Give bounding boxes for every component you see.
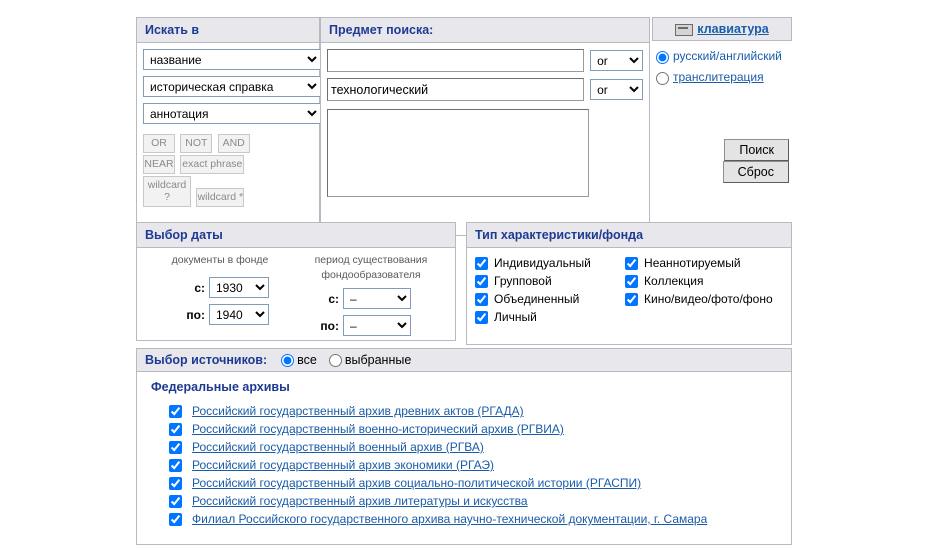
date-docs-to-label: по: [186,307,205,322]
type-label-media: Кино/видео/фото/фоно [644,292,773,306]
keyboard-link[interactable]: клавиатура [697,22,769,36]
type-checkbox-media-row[interactable] [625,292,783,306]
list-item[interactable] [169,494,781,508]
operator-select-2[interactable] [590,79,643,100]
type-checkbox-group[interactable] [475,275,488,288]
source-checkbox-rgantd-samara[interactable] [169,513,182,526]
sources-radio-all-label: все [297,353,317,367]
sources-radio-selected-label: выбранные [344,353,412,367]
search-reset-button[interactable]: Сброс [723,161,789,183]
type-label-collection: Коллекция [644,274,704,288]
source-link-rgali[interactable]: Российский государственный архив литературы и искусства [192,494,528,508]
list-item[interactable] [169,476,781,490]
type-label-group: Групповой [494,274,552,288]
lang-label-translit[interactable]: транслитерация [673,70,764,84]
op-wildcard-star-button[interactable]: wildcard * [196,188,244,207]
type-checkbox-media[interactable] [625,293,638,306]
type-checkbox-collection[interactable] [625,275,638,288]
keyboard-panel [652,17,792,183]
type-checkbox-individual-row[interactable] [475,256,625,270]
date-panel-body [136,248,456,341]
sources-panel [136,348,792,545]
type-checkbox-personal[interactable] [475,311,488,324]
type-checkbox-group-row[interactable] [475,274,625,288]
type-label-personal: Личный [494,310,537,324]
type-checkbox-individual[interactable] [475,257,488,270]
source-link-rgaspi[interactable]: Российский государственный архив социально-политической истории (РГАСПИ) [192,476,642,490]
type-checkbox-personal-row[interactable] [475,310,625,324]
source-checkbox-rgali[interactable] [169,495,182,508]
type-label-individual: Индивидуальный [494,256,591,270]
sources-panel-header [136,348,792,372]
keyboard-options [652,41,792,85]
sources-panel-body [136,372,792,545]
date-selection-panel [136,222,456,341]
op-not-button[interactable]: NOT [180,134,212,153]
search-term-input-2[interactable] [327,78,584,101]
search-where-header: Искать в [136,17,320,43]
search-actions [652,139,792,183]
source-checkbox-rgae[interactable] [169,459,182,472]
source-link-rgada[interactable]: Российский государственный архив древних актов (РГАДА) [192,404,524,418]
lang-radio-translit[interactable] [656,72,669,85]
sources-radio-selected[interactable] [329,354,342,367]
list-item[interactable] [169,440,781,454]
date-founder-caption-line2: фондообразователя [321,269,421,281]
type-checkbox-united-row[interactable] [475,292,625,306]
op-wildcard-question-button[interactable]: wildcard ? [143,176,191,207]
op-or-button[interactable]: OR [143,134,175,153]
field-select-2[interactable] [143,76,321,97]
source-link-rgvia[interactable]: Российский государственный военно-исторический архив (РГВИА) [192,422,564,436]
search-term-input-1[interactable] [327,49,584,72]
source-checkbox-rgva[interactable] [169,441,182,454]
date-founder-to-select[interactable] [343,315,411,336]
keyboard-icon [675,24,693,36]
lang-radio-rus-eng[interactable] [656,51,669,64]
date-docs-from-select[interactable] [209,277,269,298]
list-item[interactable] [169,404,781,418]
keyboard-header [652,17,792,41]
search-subject-header: Предмет поиска: [320,17,650,43]
type-checkbox-united[interactable] [475,293,488,306]
source-link-rgva[interactable]: Российский государственный военный архив (РГВА) [192,440,484,454]
lang-label-rus-eng: русский/английский [673,49,782,63]
search-where-column [136,17,320,236]
date-docs-caption: документы в фонде [171,254,269,266]
op-and-button[interactable]: AND [218,134,250,153]
list-item[interactable] [169,512,781,526]
type-label-united: Объединенный [494,292,580,306]
operator-select-1[interactable] [590,50,643,71]
source-checkbox-rgvia[interactable] [169,423,182,436]
type-panel-header: Тип характеристики/фонда [466,222,792,248]
date-docs-from-label: с: [194,280,205,295]
search-subject-body [320,43,650,236]
source-link-rgae[interactable]: Российский государственный архив экономики (РГАЭ) [192,458,495,472]
type-left-column [475,256,625,328]
search-term-textarea[interactable] [327,109,589,197]
source-checkbox-rgaspi[interactable] [169,477,182,490]
date-docs-to-select[interactable] [209,304,269,325]
type-checkbox-collection-row[interactable] [625,274,783,288]
list-item[interactable] [169,422,781,436]
field-select-1[interactable] [143,49,321,70]
search-submit-button[interactable]: Поиск [724,139,789,161]
date-founder-from-label: с: [328,291,339,306]
op-near-button[interactable]: NEAR [143,155,175,174]
type-panel-body [466,248,792,345]
date-founder-to-label: по: [320,318,339,333]
date-panel-header: Выбор даты [136,222,456,248]
sources-list [147,404,781,526]
op-exact-phrase-button[interactable]: exact phrase [180,155,244,174]
search-subject-column [320,17,650,236]
type-label-nonannotated: Неаннотируемый [644,256,741,270]
sources-header-label: Выбор источников: [145,353,268,367]
type-right-column [625,256,783,328]
type-checkbox-nonannotated-row[interactable] [625,256,783,270]
field-select-3[interactable] [143,103,321,124]
type-selection-panel [466,222,792,345]
list-item[interactable] [169,458,781,472]
sources-group-title: Федеральные архивы [151,380,290,394]
type-checkbox-nonannotated[interactable] [625,257,638,270]
source-checkbox-rgada[interactable] [169,405,182,418]
operator-buttons [143,134,313,209]
date-founder-caption-line1: период существования [314,254,428,266]
sources-radio-all[interactable] [281,354,294,367]
date-founder-from-select[interactable] [343,288,411,309]
source-link-rgantd-samara[interactable]: Филиал Российского государственного архива научно-технической документации, г. Самара [192,512,708,526]
search-where-body [136,43,320,236]
